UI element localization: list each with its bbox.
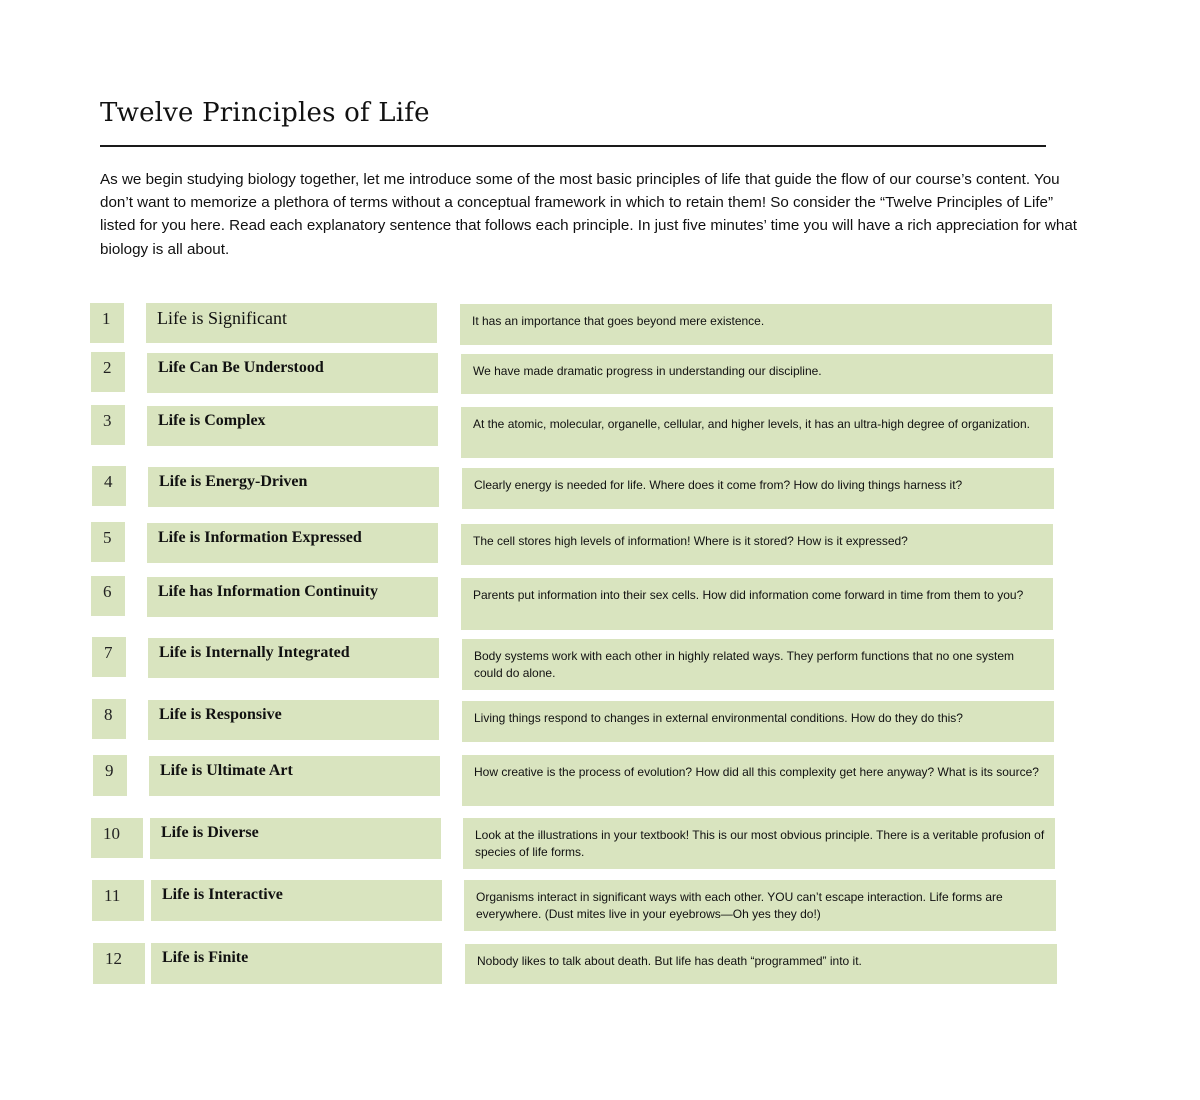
principle-number: 9 [93,755,127,796]
principle-name: Life has Information Continuity [147,577,438,617]
principle-description: At the atomic, molecular, organelle, cellular, and higher levels, it has an ultra-high degree of organization. [461,407,1053,458]
principle-description: How creative is the process of evolution? How did all this complexity get here anyway? What is its source? [462,755,1054,806]
principle-number: 12 [93,943,145,984]
principle-name: Life is Significant [146,303,437,343]
principle-number: 2 [91,352,125,392]
principle-number: 3 [91,405,125,445]
principle-description: The cell stores high levels of information! Where is it stored? How is it expressed? [461,524,1053,565]
principle-description: It has an importance that goes beyond mere existence. [460,304,1052,345]
principle-name: Life is Diverse [150,818,441,859]
principle-number: 10 [91,818,143,858]
page-title: Twelve Principles of Life [100,98,430,128]
principle-number: 8 [92,699,126,739]
principle-number: 4 [92,466,126,506]
principle-description: Nobody likes to talk about death. But life has death “programmed” into it. [465,944,1057,984]
principle-name: Life is Ultimate Art [149,756,440,796]
principle-number: 7 [92,637,126,677]
principle-description: Clearly energy is needed for life. Where does it come from? How do living things harness it? [462,468,1054,509]
principle-number: 6 [91,576,125,616]
title-divider [100,145,1046,147]
principle-description: We have made dramatic progress in understanding our discipline. [461,354,1053,394]
principle-description: Living things respond to changes in external environmental conditions. How do they do this? [462,701,1054,742]
principle-number: 11 [92,880,144,921]
principle-description: Body systems work with each other in highly related ways. They perform functions that no one system could do alone. [462,639,1054,690]
principle-name: Life is Complex [147,406,438,446]
principle-name: Life Can Be Understood [147,353,438,393]
principle-description: Look at the illustrations in your textbook! This is our most obvious principle. There is a veritable profusion of species of life forms. [463,818,1055,869]
intro-paragraph: As we begin studying biology together, let me introduce some of the most basic principles of life that guide the flow of our course’s content. You don’t want to memorize a plethora of terms without a conceptual framework in which to retain them! So consider the “Twelve Principles of Life” listed for you here. Read each explanatory sentence that follows each principle. In just five minutes’ time you will have a rich appreciation for what biology is all about. [100,171,1078,258]
principle-name: Life is Finite [151,943,442,984]
principle-number: 5 [91,522,125,562]
principle-name: Life is Interactive [151,880,442,921]
principle-name: Life is Responsive [148,700,439,740]
principle-number: 1 [90,303,124,343]
principle-name: Life is Internally Integrated [148,638,439,678]
principle-description: Organisms interact in significant ways with each other. YOU can’t escape interaction. Life forms are everywhere. (Dust mites live in your eyebrows—Oh yes they do!) [464,880,1056,931]
principle-name: Life is Information Expressed [147,523,438,563]
principle-name: Life is Energy-Driven [148,467,439,507]
principle-description: Parents put information into their sex cells. How did information come forward in time from them to you? [461,578,1053,630]
